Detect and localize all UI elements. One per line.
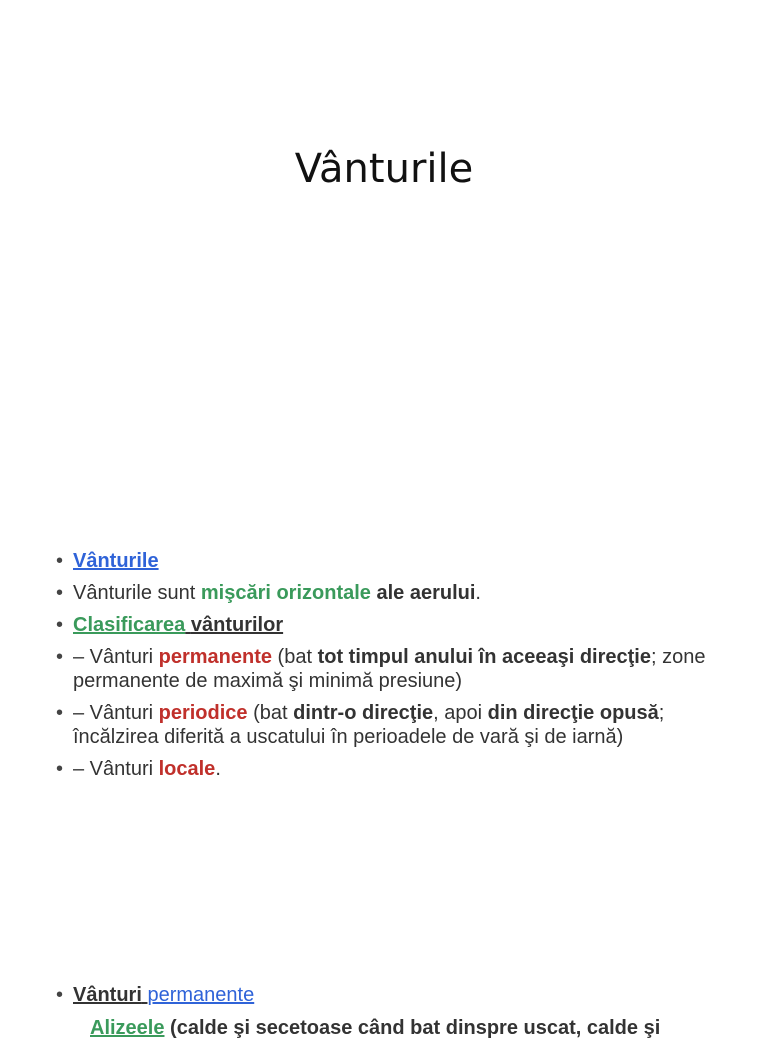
section-link-vanturile[interactable]: Vânturile <box>73 550 159 572</box>
text: Vânturile sunt <box>73 582 201 604</box>
classification-link[interactable]: Clasificarea <box>73 614 186 636</box>
text: ; zone permanente de maximă şi minimă presiune) <box>73 646 706 692</box>
bullet-classification <box>56 613 746 637</box>
text: – Vânturi <box>73 702 159 724</box>
text: . <box>475 582 481 604</box>
bullet-dot: • <box>56 582 64 604</box>
text: (bat <box>247 702 294 724</box>
alizee-link[interactable]: Alizeele <box>90 1017 165 1039</box>
text: (bat <box>271 646 318 668</box>
bullet-heading-permanent <box>56 983 746 1007</box>
bullet-list-2 <box>56 983 746 1015</box>
text: ; încălzirea diferită a uscatului în perioadele de vară şi de iarnă) <box>73 702 665 748</box>
bold-text: din direcţie opusă <box>487 702 659 724</box>
section-link-vanturi[interactable]: Vânturi <box>73 984 142 1006</box>
text: , apoi <box>433 702 488 724</box>
bold-text: dintr-o direcţie <box>293 702 434 724</box>
bullet-dot: • <box>56 758 64 780</box>
partial-line-alizee <box>90 1016 660 1040</box>
bold-text: tot timpul anului în aceeaşi direcţie <box>317 646 651 668</box>
text: – Vânturi <box>73 646 159 668</box>
page-title: Vânturile <box>294 146 474 192</box>
bullet-periodic <box>56 701 746 749</box>
bullet-dot: • <box>56 614 64 636</box>
bullet-permanent <box>56 645 746 693</box>
bullet-dot: • <box>56 702 64 724</box>
text: (calde şi secetoase când bat dinspre uscat, calde şi <box>164 1017 661 1039</box>
highlight-text: mişcări orizontale <box>200 582 371 604</box>
keyword-locale: locale <box>158 758 216 780</box>
bullet-dot: • <box>56 646 64 668</box>
bullet-heading <box>56 549 746 573</box>
bullet-definition <box>56 581 746 605</box>
bullet-dot: • <box>56 984 64 1006</box>
text: – Vânturi <box>73 758 159 780</box>
text: . <box>215 758 221 780</box>
bullet-local <box>56 757 746 781</box>
keyword-permanente: permanente <box>158 646 272 668</box>
bold-text: ale aerului <box>376 582 476 604</box>
classification-link-rest[interactable]: vânturilor <box>190 614 284 636</box>
bullet-dot: • <box>56 550 64 572</box>
bullet-list <box>56 549 746 789</box>
section-link-permanente[interactable]: permanente <box>147 984 255 1006</box>
keyword-periodice: periodice <box>158 702 248 724</box>
